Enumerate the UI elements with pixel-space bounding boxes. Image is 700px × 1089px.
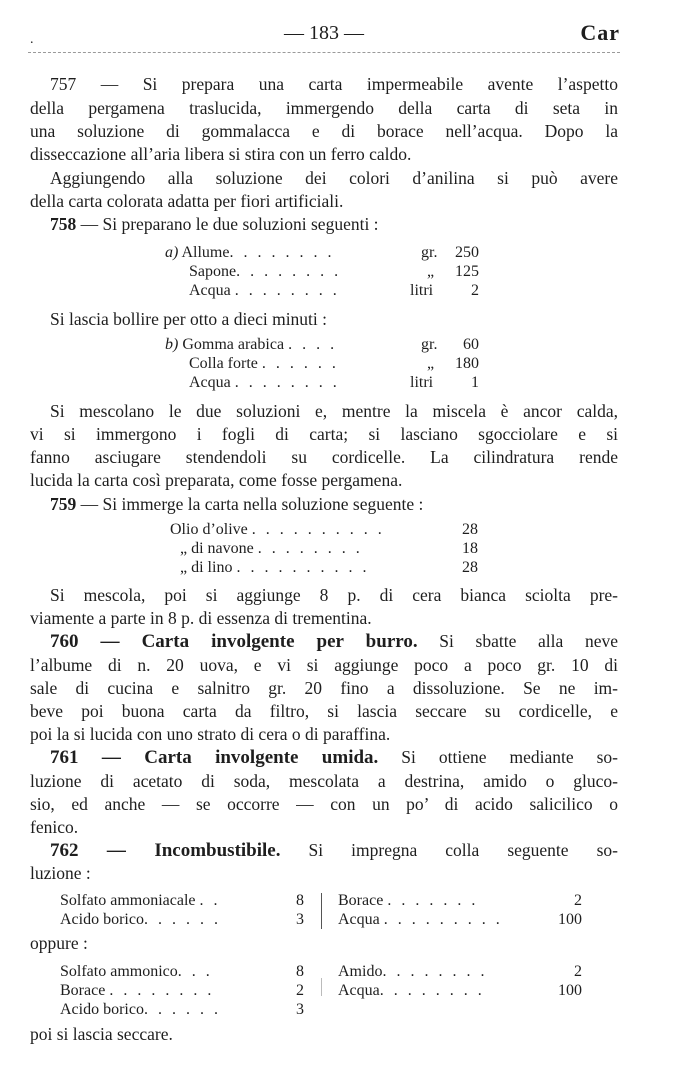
paragraph-760-line-1 bbox=[50, 630, 618, 653]
ingredient-name: Acqua bbox=[189, 374, 231, 391]
recipe-marker: b) bbox=[165, 336, 179, 353]
ingredient-name: Solfato ammonico bbox=[60, 963, 178, 980]
ingredient-name: Borace bbox=[338, 892, 384, 909]
unit: gr. bbox=[421, 244, 438, 261]
dot-leader: . . . . . . . . bbox=[382, 963, 488, 980]
recipe-a bbox=[165, 243, 485, 300]
dot-leader: . . . . . . . . . bbox=[383, 911, 503, 928]
paragraph-760-line-4: beve poi buona carta da filtro, si lascia seccare su cordicelle, e bbox=[30, 701, 618, 721]
dot-leader: . . . bbox=[177, 963, 213, 980]
recipe-row bbox=[165, 335, 485, 354]
entry-number: 758 bbox=[50, 214, 77, 234]
table-1-left bbox=[60, 891, 310, 929]
quantity: 2 bbox=[574, 892, 582, 909]
paragraph-758c-line-3: fanno asciugare stendendoli su cordicelle. La cilindratura rende bbox=[30, 447, 618, 467]
paragraph-757-line-1: 757 — Si prepara una carta impermeabile avente l’aspetto bbox=[50, 74, 618, 94]
ingredient-name: Sapone bbox=[189, 263, 237, 280]
paragraph-757-line-3: una soluzione di gommalacca e di borace nell’acqua. Dopo la bbox=[30, 121, 618, 141]
header-mark: . bbox=[30, 32, 34, 47]
dot-leader: . . . . . . . . bbox=[229, 244, 335, 261]
paragraph-759-text: — Si immerge la carta nella soluzione seguente : bbox=[76, 494, 424, 514]
dot-leader: . . bbox=[199, 892, 221, 909]
recipe-row bbox=[165, 281, 485, 300]
paragraph-761-line-1 bbox=[50, 746, 618, 769]
entry-heading: 760 — Carta involgente per burro. bbox=[50, 631, 418, 652]
table-row bbox=[338, 891, 588, 910]
table-row bbox=[60, 891, 310, 910]
closing-line: poi si lascia seccare. bbox=[30, 1024, 173, 1044]
dot-leader: . . . . . . . . bbox=[236, 263, 342, 280]
paragraph-758-text: — Si preparano le due soluzioni seguenti : bbox=[76, 214, 379, 234]
quantity: 2 bbox=[471, 282, 479, 299]
table-row bbox=[60, 1000, 310, 1019]
column-divider bbox=[321, 893, 322, 929]
quantity: 18 bbox=[462, 540, 478, 557]
paragraph-760-line-2: l’albume di n. 20 uova, e vi si aggiunge poco a poco gr. 10 di bbox=[30, 655, 618, 675]
ingredient-name: „ di navone bbox=[180, 540, 254, 557]
dot-leader: . . . . . . bbox=[143, 1001, 221, 1018]
paragraph-759b-line-1: Si mescola, poi si aggiunge 8 p. di cera bianca sciolta pre- bbox=[50, 585, 618, 605]
quantity: 250 bbox=[455, 244, 479, 261]
dot-leader: . . . . . . bbox=[261, 355, 339, 372]
paragraph-761-line-2: luzione di acetato di soda, mescolata a destrina, amido o gluco- bbox=[30, 771, 618, 791]
page-number: — 183 — bbox=[284, 22, 364, 44]
page-header bbox=[28, 18, 620, 52]
paragraph-762-line-2: luzione : bbox=[30, 863, 91, 883]
dot-leader: . . . . . . . . bbox=[379, 982, 485, 999]
quantity: 2 bbox=[574, 963, 582, 980]
quantity: 3 bbox=[296, 911, 304, 928]
ingredient-name: Gomma arabica bbox=[182, 336, 285, 353]
paragraph-760-line-5: poi la si lucida con uno strato di cera o di paraffina. bbox=[30, 724, 391, 744]
table-2-left bbox=[60, 962, 310, 1019]
ingredient-name: Borace bbox=[60, 982, 106, 999]
recipe-row bbox=[165, 354, 485, 373]
paragraph-758c-line-4: lucida la carta così preparata, come fosse pergamena. bbox=[30, 470, 403, 490]
ingredient-name: Acido borico bbox=[60, 911, 144, 928]
entry-heading: 761 — Carta involgente umida. bbox=[50, 747, 379, 768]
recipe-row bbox=[165, 373, 485, 392]
paragraph-757-line-4: disseccazione all’aria libera si stira con un ferro caldo. bbox=[30, 144, 412, 164]
table-row bbox=[60, 910, 310, 929]
table-row bbox=[338, 962, 588, 981]
ingredient-name: Acido borico bbox=[60, 1001, 144, 1018]
recipe-row bbox=[165, 262, 485, 281]
paragraph-759b-line-2: viamente a parte in 8 p. di essenza di trementina. bbox=[30, 608, 372, 628]
unit: „ bbox=[427, 263, 435, 280]
quantity: 8 bbox=[296, 963, 304, 980]
paragraph-761-first: Si ottiene mediante so- bbox=[378, 747, 618, 767]
quantity: 28 bbox=[462, 521, 478, 538]
paragraph-762-line-1 bbox=[50, 839, 618, 862]
paragraph-761-line-4: fenico. bbox=[30, 817, 79, 837]
dot-leader: . . . . . . . . . . bbox=[236, 559, 370, 576]
dot-leader: . . . . . . . . . . bbox=[251, 521, 385, 538]
recipe-759 bbox=[170, 520, 490, 577]
recipe-row bbox=[170, 539, 490, 558]
ingredient-name: Amido bbox=[338, 963, 383, 980]
dot-leader: . . . . . . . . bbox=[234, 374, 340, 391]
oppure-label: oppure : bbox=[30, 933, 88, 953]
unit: „ bbox=[427, 355, 435, 372]
table-1-right bbox=[338, 891, 588, 929]
recipe-b bbox=[165, 335, 485, 392]
running-head: Car bbox=[580, 20, 620, 45]
paragraph-762-first: Si impregna colla seguente so- bbox=[280, 840, 618, 860]
paragraph-758c-line-1: Si mescolano le due soluzioni e, mentre la miscela è ancor calda, bbox=[50, 401, 618, 421]
dot-leader: . . . . . . . . bbox=[234, 282, 340, 299]
table-2-right bbox=[338, 962, 588, 1000]
dot-leader: . . . . . . . . bbox=[109, 982, 215, 999]
recipe-marker: a) bbox=[165, 244, 179, 261]
paragraph-757b-line-1: Aggiungendo alla soluzione dei colori d’anilina si può avere bbox=[50, 168, 618, 188]
quantity: 180 bbox=[455, 355, 479, 372]
ingredient-name: „ di lino bbox=[180, 559, 233, 576]
quantity: 2 bbox=[296, 982, 304, 999]
table-row bbox=[338, 910, 588, 929]
ingredient-name: Olio d’olive bbox=[170, 521, 248, 538]
column-divider bbox=[321, 978, 322, 996]
table-row bbox=[60, 981, 310, 1000]
dot-leader: . . . . . . . . bbox=[257, 540, 363, 557]
paragraph-757-line-2: della pergamena traslucida, immergendo della carta di seta in bbox=[30, 98, 618, 118]
quantity: 1 bbox=[471, 374, 479, 391]
quantity: 8 bbox=[296, 892, 304, 909]
header-rule bbox=[28, 52, 620, 53]
unit: litri bbox=[410, 282, 434, 299]
dot-leader: . . . . bbox=[288, 336, 338, 353]
paragraph-760-first: Si sbatte alla neve bbox=[417, 631, 618, 651]
paragraph-761-line-3: sio, ed anche — se occorre — con un po’ di acido salicilico o bbox=[30, 794, 618, 814]
quantity: 60 bbox=[463, 336, 479, 353]
ingredient-name: Colla forte bbox=[189, 355, 258, 372]
quantity: 3 bbox=[296, 1001, 304, 1018]
ingredient-name: Acqua bbox=[338, 982, 380, 999]
ingredient-name: Acqua bbox=[338, 911, 380, 928]
recipe-row bbox=[165, 243, 485, 262]
entry-heading: 762 — Incombustibile. bbox=[50, 840, 281, 861]
table-row bbox=[338, 981, 588, 1000]
paragraph-758b: Si lascia bollire per otto a dieci minuti : bbox=[50, 309, 328, 329]
dot-leader: . . . . . . . bbox=[387, 892, 479, 909]
quantity: 125 bbox=[455, 263, 479, 280]
ingredient-name: Acqua bbox=[189, 282, 231, 299]
quantity: 28 bbox=[462, 559, 478, 576]
unit: litri bbox=[410, 374, 434, 391]
paragraph-757b-line-2: della carta colorata adatta per fiori artificiali. bbox=[30, 191, 344, 211]
paragraph-759 bbox=[50, 493, 423, 516]
unit: gr. bbox=[421, 336, 438, 353]
ingredient-name: Allume bbox=[181, 244, 230, 261]
paragraph-758 bbox=[50, 213, 379, 236]
paragraph-758c-line-2: vi si immergono i fogli di carta; si lasciano sgocciolare e si bbox=[30, 424, 618, 444]
paragraph-760-line-3: sale di cucina e salnitro gr. 20 fino a dissoluzione. Se ne im- bbox=[30, 678, 618, 698]
recipe-row bbox=[170, 558, 490, 577]
quantity: 100 bbox=[558, 911, 582, 928]
ingredient-name: Solfato ammoniacale bbox=[60, 892, 196, 909]
recipe-row bbox=[170, 520, 490, 539]
entry-number: 759 bbox=[50, 494, 77, 514]
dot-leader: . . . . . . bbox=[143, 911, 221, 928]
table-row bbox=[60, 962, 310, 981]
quantity: 100 bbox=[558, 982, 582, 999]
